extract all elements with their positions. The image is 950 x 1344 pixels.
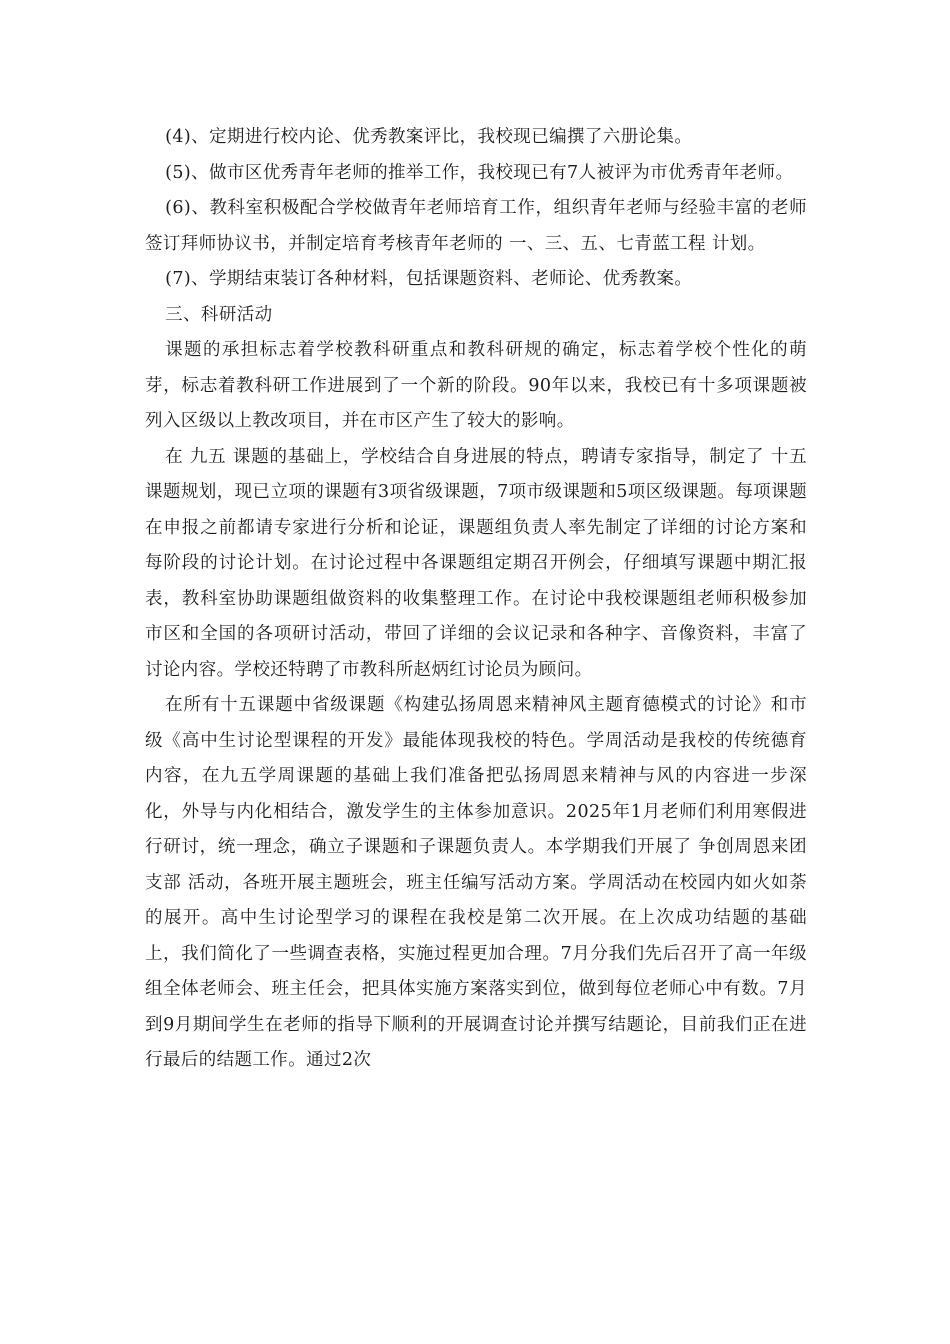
section-heading: 三、科研活动 bbox=[165, 304, 273, 325]
body-paragraph: 课题的承担标志着学校教科研重点和教科研规的确定，标志着学校个性化的萌芽，标志着教科研工作进展到了一个新的阶段。90年以来，我校已有十多项课题被列入区级以上教改项目，并在市区产生了较大的影响。 bbox=[145, 340, 807, 431]
list-item: (5)、做市区优秀青年老师的推举工作，我校现已有7人被评为市优秀青年老师。 bbox=[165, 162, 794, 183]
body-paragraph: 在 九五 课题的基础上，学校结合自身进展的特点，聘请专家指导，制定了 十五 课题规划，现已立项的课题有3项省级课题，7项市级课题和5项区级课题。每项课题在申报之前都请专家进行分析和论证，课题组负责人率先制定了详细的讨论方案和每阶段的讨论计划。在讨论过程中各课题组定期召开例会，仔细填写课题中期汇报表，教科室协助课题组做资料的收集整理工作。在讨论中我校课题组老师积极参加市区和全国的各项研讨活动，带回了详细的会议记录和各种字、音像资料，丰富了讨论内容。学校还特聘了市教科所赵炳红讨论员为顾问。 bbox=[145, 446, 807, 680]
list-item: (4)、定期进行校内论、优秀教案评比，我校现已编撰了六册论集。 bbox=[165, 127, 693, 147]
body-paragraph: 在所有十五课题中省级课题《构建弘扬周恩来精神风主题育德模式的讨论》和市级《高中生讨论型课程的开发》最能体现我校的特色。学周活动是我校的传统德育内容，在九五学周课题的基础上我们准备把弘扬周恩来精神与风的内容进一步深化，外导与内化相结合，激发学生的主体参加意识。2025年1月老师们利用寒假进行研讨，统一理念，确立子课题和子课题负责人。本学期我们开展了 争创周恩来团支部 活动，各班开展主题班会，班主任编写活动方案。学周活动在校园内如火如荼的展开。高中生讨论型学习的课程在我校是第二次开展。在上次成功结题的基础上，我们简化了一些调查表格，实施过程更加合理。7月分我们先后召开了高一年级组全体老师会、班主任会，把具体实施方案落实到位，做到每位老师心中有数。7月到9月期间学生在老师的指导下顺利的开展调查讨论并撰写结题论，目前我们正在进行最后的结题工作。通过2次 bbox=[145, 695, 807, 1070]
document-body bbox=[145, 120, 807, 1079]
list-item: (7)、学期结束装订各种材料，包括课题资料、老师论、优秀教案。 bbox=[165, 269, 693, 289]
list-item: (6)、教科室积极配合学校做青年老师培育工作，组织青年老师与经验丰富的老师签订拜师协议书，并制定培育考核青年老师的 一、三、五、七青蓝工程 计划。 bbox=[145, 198, 807, 254]
